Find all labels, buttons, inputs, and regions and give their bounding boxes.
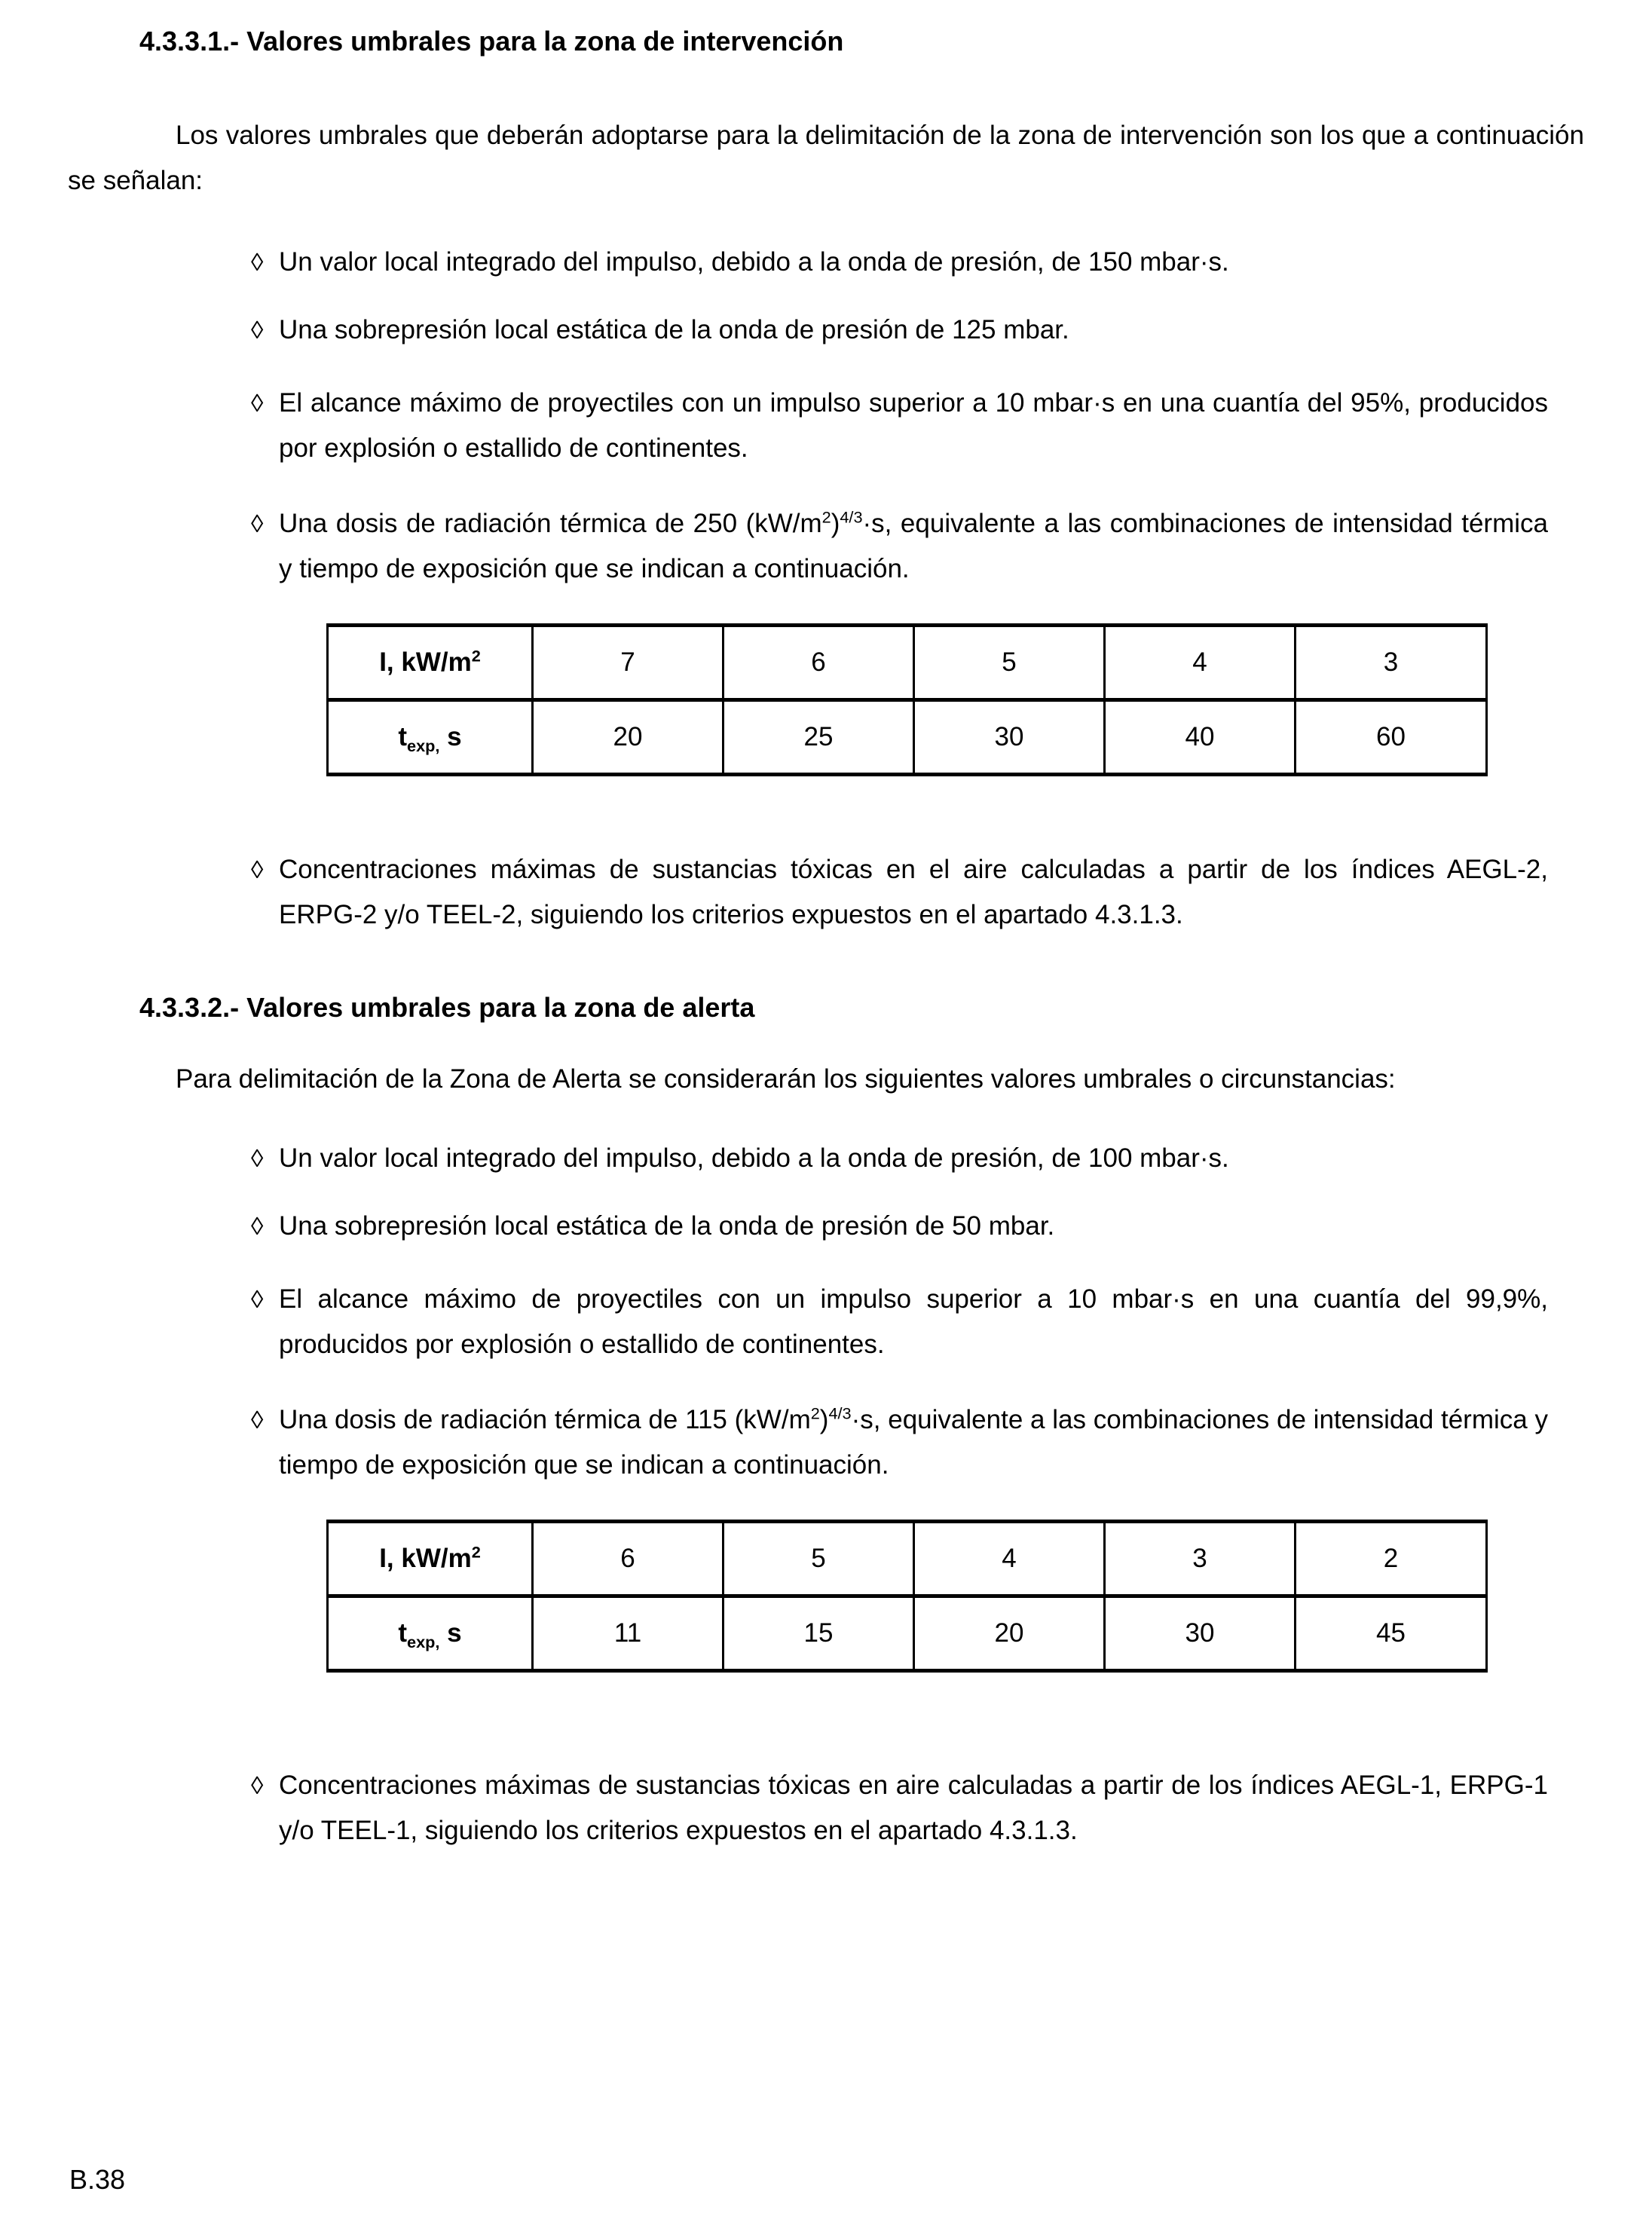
table-row-exposure-time: [328, 700, 1487, 775]
bullet-text: Un valor local integrado del impulso, debido a la onda de presión, de 150 mbar·s.: [279, 247, 1229, 277]
bullet-text-thermal-dose: [279, 501, 1548, 592]
superscript: 4/3: [828, 1403, 852, 1423]
label-part: t: [398, 722, 408, 751]
diamond-bullet-icon: ◊: [251, 1212, 264, 1240]
bullet-item: [251, 1397, 1548, 1488]
table-cell: 7: [533, 626, 724, 700]
table-row-exposure-time: [328, 1596, 1487, 1671]
row-label-intensity: [328, 1522, 533, 1596]
bullet-text-part: ·s, equivalente a las combinaciones de intensidad térmica y tiempo de exposición que se indican a continuación.: [279, 1405, 1548, 1480]
superscript: 2: [821, 507, 831, 527]
page-number: B.38: [69, 2164, 126, 2195]
bullet-text: El alcance máximo de proyectiles con un impulso superior a 10 mbar·s en una cuantía del 95%, producidos por explosión o estallido de continentes.: [279, 388, 1548, 463]
table-cell: 20: [533, 700, 724, 775]
table-cell: 4: [914, 1522, 1105, 1596]
bullet-text: Concentraciones máximas de sustancias tóxicas en aire calculadas a partir de los índices AEGL-1, ERPG-1 y/o TEEL-1, siguiendo los criterios expuestos en el apartado 4.3.1.3.: [279, 1771, 1548, 1845]
bullet-item: [251, 847, 1548, 938]
label-part: t: [398, 1618, 408, 1648]
bullet-text: El alcance máximo de proyectiles con un impulso superior a 10 mbar·s en una cuantía del 99,9%, producidos por explosión o estallido de continentes.: [279, 1284, 1548, 1359]
row-label-intensity: [328, 626, 533, 700]
intro-paragraph-intervencion: Los valores umbrales que deberán adoptarse para la delimitación de la zona de intervención son los que a continuación se señalan:: [68, 121, 1584, 195]
diamond-bullet-icon: ◊: [251, 389, 264, 417]
table-cell: 40: [1105, 700, 1296, 775]
bullet-text-part: Una dosis de radiación térmica de 250 (kW/m: [279, 509, 822, 538]
table-cell: 4: [1105, 626, 1296, 700]
bullet-text-part: ·s, equivalente a las combinaciones de intensidad térmica y tiempo de exposición que se indican a continuación.: [279, 509, 1548, 583]
diamond-bullet-icon: ◊: [251, 855, 264, 883]
bullet-item: [251, 308, 1548, 353]
table-cell: 15: [724, 1596, 914, 1671]
bullet-item: [251, 1763, 1548, 1853]
bullet-text: Concentraciones máximas de sustancias tóxicas en el aire calculadas a partir de los índices AEGL-2, ERPG-2 y/o TEEL-2, siguiendo los criterios expuestos en el apartado 4.3.1.3.: [279, 855, 1548, 929]
superscript: 2: [471, 646, 481, 666]
bullet-item: [251, 1277, 1548, 1367]
intensity-exposure-table-alerta: [326, 1520, 1488, 1673]
section-heading-intervencion: 4.3.3.1.- Valores umbrales para la zona de intervención: [139, 26, 844, 57]
table-cell: 2: [1296, 1522, 1487, 1596]
diamond-bullet-icon: ◊: [251, 1285, 264, 1313]
diamond-bullet-icon: ◊: [251, 316, 264, 344]
label-part: I, kW/m: [379, 647, 472, 677]
row-label-exposure-time: [328, 1596, 533, 1671]
label-part: s: [439, 722, 462, 751]
table-row-intensity: [328, 1522, 1487, 1596]
bullet-text-part: Una dosis de radiación térmica de 115 (kW/m: [279, 1405, 811, 1434]
intensity-exposure-table-intervencion: [326, 623, 1488, 776]
diamond-bullet-icon: ◊: [251, 510, 264, 537]
diamond-bullet-icon: ◊: [251, 1406, 264, 1434]
table-cell: 3: [1296, 626, 1487, 700]
table-row-intensity: [328, 626, 1487, 700]
label-part: s: [439, 1618, 462, 1648]
table-cell: 45: [1296, 1596, 1487, 1671]
table-cell: 60: [1296, 700, 1487, 775]
bullet-item: [251, 1136, 1548, 1181]
bullet-text-part: ): [831, 509, 840, 538]
table-cell: 25: [724, 700, 914, 775]
diamond-bullet-icon: ◊: [251, 248, 264, 276]
table-cell: 30: [1105, 1596, 1296, 1671]
bullet-item: [251, 240, 1548, 285]
bullet-text-part: ): [819, 1405, 829, 1434]
bullet-text: Un valor local integrado del impulso, debido a la onda de presión, de 100 mbar·s.: [279, 1143, 1229, 1173]
table-cell: 5: [914, 626, 1105, 700]
bullet-text: Una sobrepresión local estática de la onda de presión de 125 mbar.: [279, 315, 1069, 344]
bullet-item: [251, 381, 1548, 471]
table-cell: 11: [533, 1596, 724, 1671]
table-cell: 6: [533, 1522, 724, 1596]
table-cell: 6: [724, 626, 914, 700]
superscript: 2: [471, 1542, 481, 1562]
subscript: exp,: [407, 1633, 440, 1651]
table-cell: 3: [1105, 1522, 1296, 1596]
bullet-item: [251, 1204, 1548, 1249]
bullet-text-thermal-dose: [279, 1397, 1548, 1488]
superscript: 4/3: [840, 507, 863, 527]
row-label-exposure-time: [328, 700, 533, 775]
label-part: I, kW/m: [379, 1544, 472, 1573]
table-cell: 30: [914, 700, 1105, 775]
intro-paragraph-alerta: Para delimitación de la Zona de Alerta se considerarán los siguientes valores umbrales o circunstancias:: [176, 1064, 1396, 1094]
section-heading-alerta: 4.3.3.2.- Valores umbrales para la zona de alerta: [139, 992, 755, 1023]
diamond-bullet-icon: ◊: [251, 1771, 264, 1799]
subscript: exp,: [407, 736, 440, 755]
bullet-text: Una sobrepresión local estática de la onda de presión de 50 mbar.: [279, 1211, 1055, 1241]
bullet-item: [251, 501, 1548, 592]
table-cell: 20: [914, 1596, 1105, 1671]
superscript: 2: [810, 1403, 820, 1423]
table-cell: 5: [724, 1522, 914, 1596]
diamond-bullet-icon: ◊: [251, 1144, 264, 1172]
